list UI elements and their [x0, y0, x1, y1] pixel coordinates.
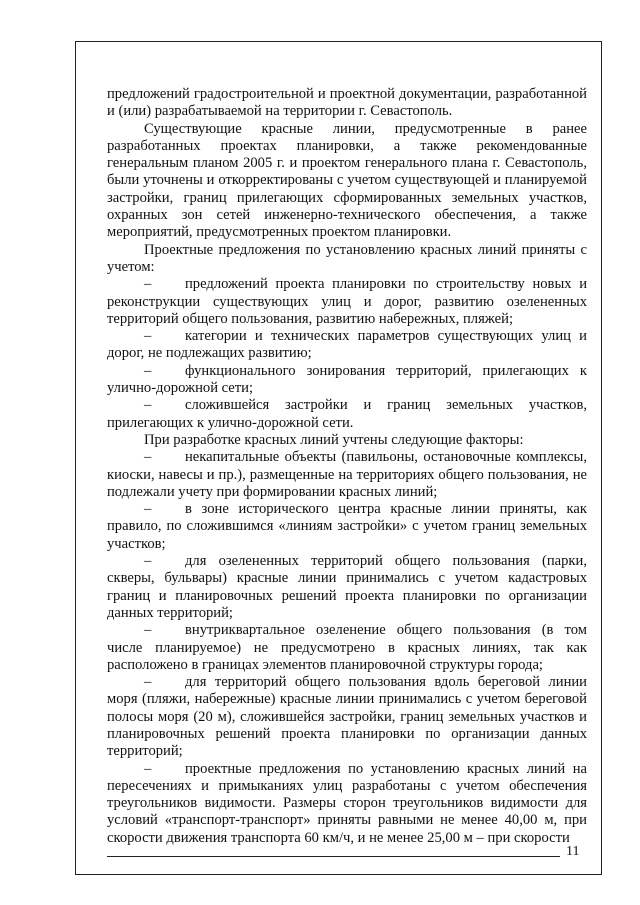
- bullet-dash: –: [144, 276, 152, 293]
- paragraph-text: для озелененных территорий общего пользования (парки, скверы, бульвары) красные линии принимались с учетом кадастровых границ и планировочных решений проекта планировки по организации данных территорий;: [107, 553, 587, 621]
- paragraph-text: предложений проекта планировки по строительству новых и реконструкции существующих улиц и дорог, развитию озелененных территорий общего пользования, развитию набережных, пляжей;: [107, 276, 587, 327]
- bullet-dash: –: [144, 397, 152, 414]
- bullet-dash: –: [144, 674, 152, 691]
- bullet-dash: –: [144, 328, 152, 345]
- paragraph-text: сложившейся застройки и границ земельных участков, прилегающих к улично-дорожной сети.: [107, 397, 587, 431]
- paragraph: [107, 242, 587, 277]
- paragraph-text: предложений градостроительной и проектной документации, разработанной и (или) разрабатываемой на территории г. Севастополь.: [107, 86, 587, 120]
- bullet-dash: –: [144, 501, 152, 518]
- document-body: [107, 86, 587, 847]
- paragraph-text: функционального зонирования территорий, прилегающих к улично-дорожной сети;: [107, 362, 587, 397]
- paragraph-text: При разработке красных линий учтены следующие факторы:: [144, 431, 524, 448]
- bullet-dash: –: [144, 622, 152, 639]
- list-item: [107, 363, 587, 398]
- footer-rule: [107, 856, 560, 857]
- paragraph-text: внутриквартальное озеленение общего пользования (в том числе планируемое) не предусмотрено в красных линиях, так как расположено в границах элементов планировочной структуры города;: [107, 622, 587, 673]
- list-item: [107, 501, 587, 553]
- bullet-dash: –: [144, 760, 152, 777]
- list-item: [107, 328, 587, 363]
- paragraph-text: Проектные предложения по установлению красных линий приняты с учетом:: [107, 241, 587, 275]
- bullet-dash: –: [144, 553, 152, 570]
- bullet-dash: –: [144, 362, 152, 379]
- paragraph-text: Существующие красные линии, предусмотренные в ранее разработанных проектах планировки, а также рекомендованные генеральным планом 2005 г. и проектом генерального плана г. Севастополь, были уточнены и откорректированы с учетом существующей и планируемой застройки, границ прилегающих сформированных земельных участков, охранных зон сетей инженерно-технического обеспечения, а также мероприятий, предусмотренных проектом планировки.: [107, 120, 587, 241]
- paragraph: [107, 432, 587, 449]
- list-item: [107, 761, 587, 847]
- paragraph-text: категории и технических параметров существующих улиц и дорог, не подлежащих развитию;: [107, 328, 587, 362]
- paragraph-text: в зоне исторического центра красные линии приняты, как правило, по сложившимся «линиям застройки» с учетом границ земельных участков;: [107, 501, 587, 552]
- list-item: [107, 276, 587, 328]
- page-number: 11: [566, 844, 580, 859]
- paragraph: [107, 121, 587, 242]
- list-item: [107, 449, 587, 501]
- paragraph-text: некапитальные объекты (павильоны, остановочные комплексы, киоски, навесы и пр.), размещенные на территориях общего пользования, не подлежали учету при формировании красных линий;: [107, 449, 587, 500]
- paragraph-text: проектные предложения по установлению красных линий на пересечениях и примыканиях улиц разработаны с учетом обеспечения треугольников видимости. Размеры сторон треугольников видимости для условий «транспорт-транспорт» приняты равными не менее 40,00 м, при скорости движения транспорта 60 км/ч, и не менее 25,00 м – при скорости: [107, 760, 587, 846]
- bullet-dash: –: [144, 449, 152, 466]
- list-item: [107, 622, 587, 674]
- list-item: [107, 397, 587, 432]
- list-item: [107, 674, 587, 760]
- list-item: [107, 553, 587, 622]
- paragraph: [107, 86, 587, 121]
- paragraph-text: для территорий общего пользования вдоль береговой линии моря (пляжи, набережные) красные линии принимались с учетом береговой полосы моря (20 м), сложившейся застройки, границ земельных участков и планировочных решений проекта планировки по организации данных территорий;: [107, 674, 587, 760]
